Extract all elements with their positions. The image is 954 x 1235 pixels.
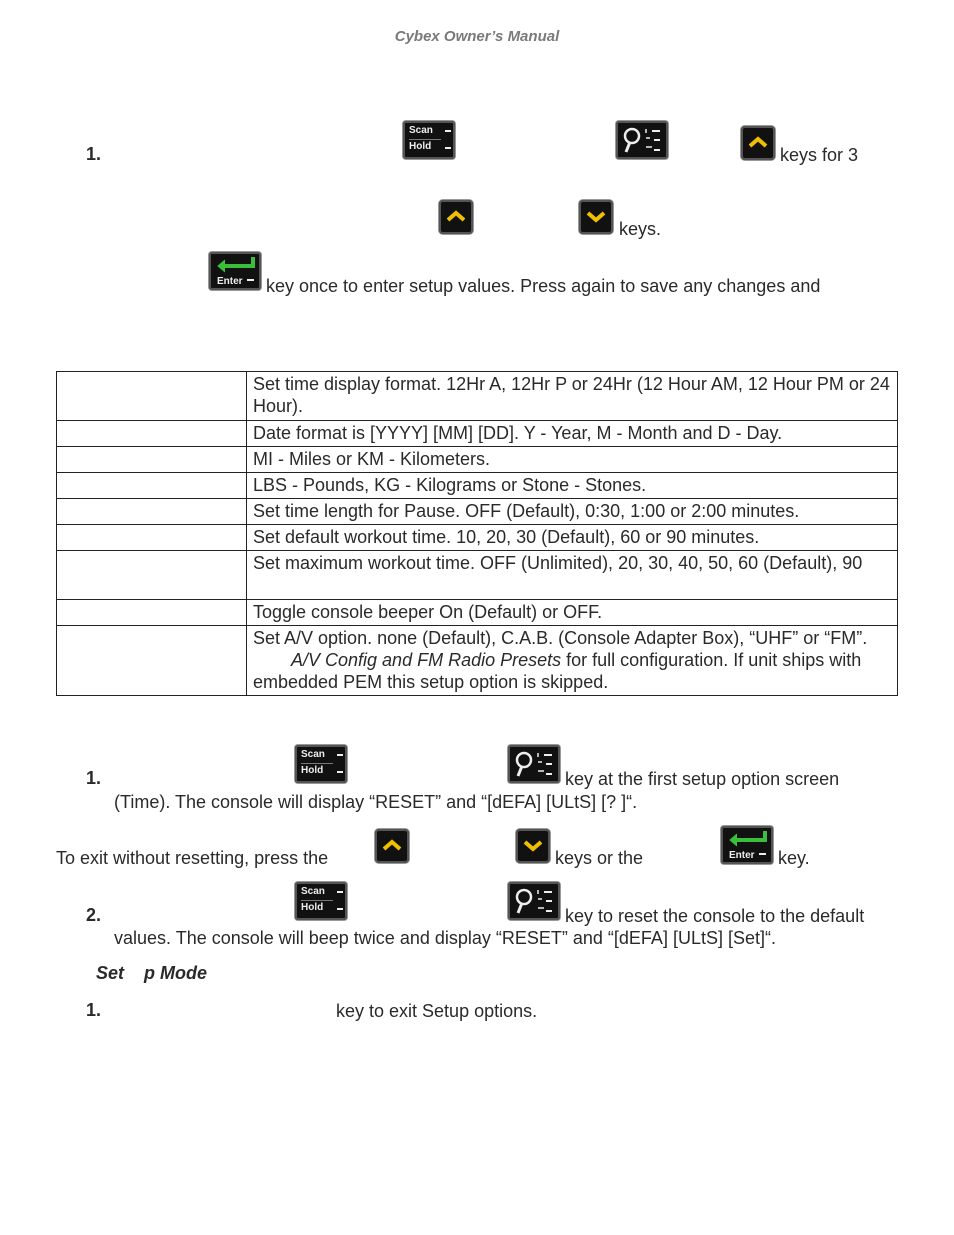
table-row (57, 447, 898, 473)
table-cell: LBS - Pounds, KG - Kilograms or Stone - Stones. (247, 473, 898, 499)
enter-key-icon (209, 252, 261, 290)
down-arrow-key-icon (516, 829, 550, 863)
table-cell (57, 525, 247, 551)
scan-hold-key-icon: Scan Hold (403, 121, 455, 159)
cross-reference: A/V Config and FM Radio Presets (291, 650, 562, 670)
step-text: values. The console will beep twice and display “RESET” and “[dEFA] [ULtS] [Set]“. (114, 928, 776, 948)
page-header: Cybex Owner’s Manual (394, 28, 560, 45)
table-cell (57, 600, 247, 626)
step-number: 1. (86, 1000, 102, 1020)
step-number: 2. (86, 905, 102, 925)
table-cell (57, 421, 247, 447)
cell-line: embedded PEM this setup option is skipped. (253, 672, 609, 692)
magnifier-list-key-icon (508, 882, 560, 920)
note-text: To exit without resetting, press the (56, 848, 329, 868)
cell-line: A/V Config and FM Radio Presets for full configuration. If unit ships with (291, 650, 862, 670)
table-row (57, 626, 898, 696)
step-number: 1. (86, 768, 102, 788)
magnifier-list-key-icon (616, 121, 668, 159)
note-text: keys or the (555, 848, 644, 868)
down-arrow-key-icon (579, 200, 613, 234)
table-cell: Set time display format. 12Hr A, 12Hr P or 24Hr (12 Hour AM, 12 Hour PM or 24 Hour). (247, 372, 898, 421)
magnifier-list-key-icon (508, 745, 560, 783)
table-cell (57, 551, 247, 600)
table-row (57, 372, 898, 421)
subheading: Set p Mode (96, 963, 208, 983)
cell-line: Set A/V option. none (Default), C.A.B. (Console Adapter Box), “UHF” or “FM”. (253, 628, 868, 648)
table-row (57, 600, 898, 626)
svg-text:Enter: Enter (729, 850, 755, 861)
table-cell: Set maximum workout time. OFF (Unlimited), 20, 30, 40, 50, 60 (Default), 90 (247, 551, 898, 600)
table-cell: Set time length for Pause. OFF (Default), 0:30, 1:00 or 2:00 minutes. (247, 499, 898, 525)
table-row (57, 551, 898, 600)
scan-hold-key-icon: Scan Hold (295, 745, 347, 783)
table-cell: Date format is [YYYY] [MM] [DD]. Y - Year, M - Month and D - Day. (247, 421, 898, 447)
note-text: key. (778, 848, 810, 868)
step-text: keys for 3 (780, 145, 859, 165)
scan-hold-key-icon: Scan Hold (295, 882, 347, 920)
step-text: key to exit Setup options. (336, 1001, 538, 1021)
setup-options-table (56, 371, 898, 696)
up-arrow-key-icon (375, 829, 409, 863)
table-cell: Set default workout time. 10, 20, 30 (Default), 60 or 90 minutes. (247, 525, 898, 551)
step-text: key at the first setup option screen (565, 769, 840, 789)
table-cell (57, 499, 247, 525)
table-row (57, 499, 898, 525)
table-cell (57, 473, 247, 499)
step-number: 1. (86, 144, 102, 164)
step-text: keys. (619, 219, 662, 239)
up-arrow-key-icon (741, 126, 775, 160)
up-arrow-key-icon (439, 200, 473, 234)
enter-key-icon (721, 826, 773, 864)
table-row (57, 421, 898, 447)
step-text: key once to enter setup values. Press again to save any changes and (266, 276, 821, 296)
table-row (57, 525, 898, 551)
table-cell (57, 447, 247, 473)
table-row (57, 473, 898, 499)
table-cell: MI - Miles or KM - Kilometers. (247, 447, 898, 473)
step-text: (Time). The console will display “RESET” and “[dEFA] [ULtS] [? ]“. (114, 792, 638, 812)
table-cell (57, 626, 247, 696)
svg-text:Enter: Enter (217, 276, 243, 287)
table-cell (247, 626, 898, 696)
table-cell (57, 372, 247, 421)
step-text: key to reset the console to the default (565, 906, 865, 926)
table-cell: Toggle console beeper On (Default) or OFF. (247, 600, 898, 626)
